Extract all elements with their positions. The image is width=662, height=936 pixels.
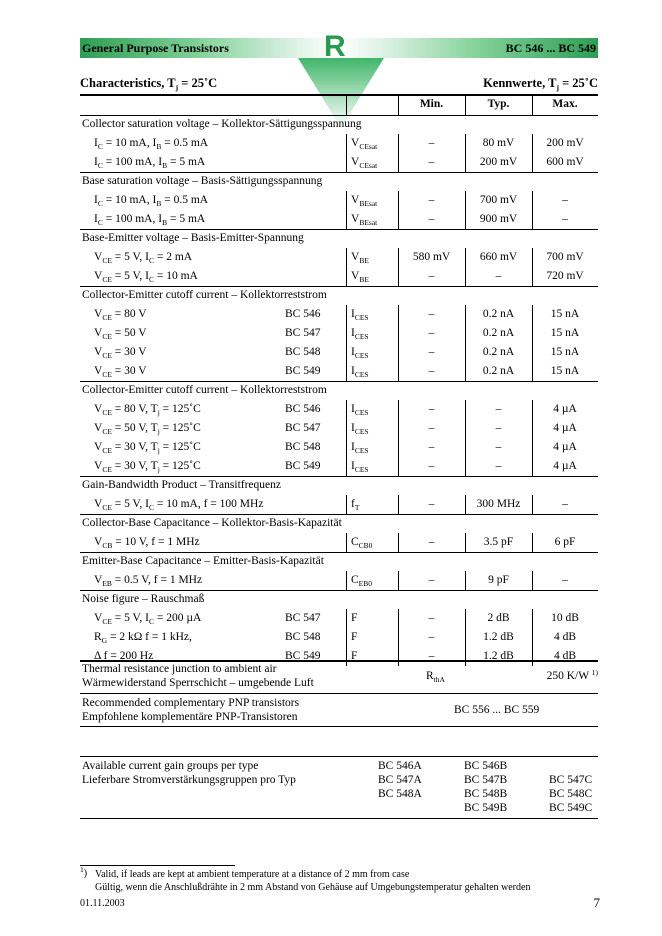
value-min: – bbox=[428, 194, 435, 206]
column-rule bbox=[465, 94, 466, 115]
column-rule bbox=[346, 134, 347, 172]
value-max: 4 µA bbox=[553, 441, 577, 453]
part-type: BC 546 bbox=[285, 403, 321, 415]
part-type: BC 548 bbox=[285, 631, 321, 643]
value-min: – bbox=[428, 346, 435, 358]
thermal-label-de: Wärmewiderstand Sperrschicht – umgebende Luft bbox=[82, 677, 314, 689]
part-range: BC 546 ... BC 549 bbox=[505, 41, 596, 55]
value-min: – bbox=[428, 650, 435, 662]
section-heading: Collector saturation voltage – Kollektor-Sättigungsspannung bbox=[82, 118, 362, 130]
symbol: $V_{CEsat}$ bbox=[351, 137, 378, 151]
divider bbox=[80, 726, 598, 727]
divider bbox=[80, 660, 598, 662]
value-typ: 660 mV bbox=[479, 251, 518, 263]
column-rule bbox=[532, 495, 533, 514]
condition: $V_{CE} = 5$ V, $I_C = 200$ µA bbox=[94, 612, 202, 626]
section-divider bbox=[80, 229, 598, 230]
value-min: – bbox=[428, 460, 435, 472]
value-max: 15 nA bbox=[550, 365, 580, 377]
value-max: 600 mV bbox=[546, 156, 584, 168]
column-rule bbox=[346, 305, 347, 381]
condition: $V_{CE} = 5$ V, $I_C = 2$ mA bbox=[94, 251, 193, 265]
condition: $V_{CE} = 30$ V bbox=[94, 346, 147, 360]
condition: $V_{CE} = 50$ V bbox=[94, 327, 147, 341]
column-rule bbox=[346, 400, 347, 476]
section-heading: Emitter-Base Capacitance – Emitter-Basis-Kapazität bbox=[82, 555, 324, 567]
value-typ: 700 mV bbox=[479, 194, 518, 206]
condition: $V_{CB} = 10$ V, f = 1 MHz bbox=[94, 536, 200, 550]
value-typ: 300 MHz bbox=[476, 498, 521, 510]
value-typ: – bbox=[495, 403, 502, 415]
column-rule bbox=[398, 94, 399, 115]
value-typ: – bbox=[495, 270, 502, 282]
symbol: $V_{BEsat}$ bbox=[351, 194, 378, 208]
section-divider bbox=[80, 552, 598, 553]
gain-groups-label-en: Available current gain groups per type bbox=[82, 760, 259, 772]
column-rule bbox=[465, 495, 466, 514]
footer-date: 01.11.2003 bbox=[80, 898, 125, 909]
column-rule bbox=[398, 400, 399, 476]
section-heading: Collector-Emitter cutoff current – Kollektorreststrom bbox=[82, 384, 327, 396]
condition: $V_{CE} = 30$ V bbox=[94, 365, 147, 379]
column-rule bbox=[465, 248, 466, 286]
footnote-text-de: Gültig, wenn die Anschlußdrähte in 2 mm Abstand von Gehäuse auf Umgebungstemperatur gehalten werden bbox=[95, 882, 531, 893]
column-rule bbox=[532, 571, 533, 590]
title-de: Kennwerte, $T_j$ = 25˚C bbox=[483, 76, 598, 92]
column-rule bbox=[465, 191, 466, 229]
value-typ: 1.2 dB bbox=[483, 631, 514, 643]
value-max: 6 pF bbox=[554, 536, 576, 548]
symbol: $I_{CES}$ bbox=[351, 422, 369, 436]
complementary-label-de: Empfohlene komplementäre PNP-Transistoren bbox=[82, 711, 298, 723]
gain-group-item: BC 546A bbox=[378, 760, 422, 772]
column-rule bbox=[465, 571, 466, 590]
column-rule bbox=[398, 609, 399, 666]
value-min: – bbox=[428, 156, 435, 168]
column-rule bbox=[398, 495, 399, 514]
value-max: 4 dB bbox=[553, 631, 577, 643]
gain-group-item: BC 546B bbox=[464, 760, 508, 772]
symbol: $I_{CES}$ bbox=[351, 403, 369, 417]
section-heading: Base saturation voltage – Basis-Sättigungsspannung bbox=[82, 175, 323, 187]
column-rule bbox=[346, 533, 347, 552]
column-rule bbox=[346, 609, 347, 666]
col-header-max: Max. bbox=[552, 98, 578, 110]
value-min: – bbox=[428, 631, 435, 643]
value-min: – bbox=[428, 270, 435, 282]
value-typ: – bbox=[495, 460, 502, 472]
value-min: – bbox=[428, 365, 435, 377]
column-rule bbox=[346, 191, 347, 229]
section-divider bbox=[80, 172, 598, 173]
condition: $I_C = 100$ mA, $I_B = 5$ mA bbox=[94, 213, 206, 227]
value-min: – bbox=[428, 612, 435, 624]
footnote-rule bbox=[80, 865, 235, 866]
value-min: – bbox=[428, 441, 435, 453]
value-max: 15 nA bbox=[550, 327, 580, 339]
divider bbox=[80, 756, 598, 757]
condition: $V_{CE} = 5$ V, $I_C = 10$ mA, f = 100 MHz bbox=[94, 498, 264, 512]
column-rule bbox=[346, 495, 347, 514]
symbol: $C_{EB0}$ bbox=[351, 574, 373, 588]
condition: Δ f = 200 Hz bbox=[94, 650, 154, 662]
symbol: $V_{BEsat}$ bbox=[351, 213, 378, 227]
section-divider bbox=[80, 476, 598, 477]
value-min: – bbox=[428, 422, 435, 434]
value-typ: 1.2 dB bbox=[483, 650, 514, 662]
value-typ: 900 mV bbox=[479, 213, 518, 225]
part-type: BC 549 bbox=[285, 460, 321, 472]
value-max: – bbox=[562, 213, 568, 225]
part-type: BC 546 bbox=[285, 308, 321, 320]
section-heading: Base-Emitter voltage – Basis-Emitter-Spannung bbox=[82, 232, 304, 244]
value-typ: 2 dB bbox=[487, 612, 510, 624]
value-min: – bbox=[428, 308, 435, 320]
value-typ: 0.2 nA bbox=[482, 346, 515, 358]
complementary-label-en: Recommended complementary PNP transistors bbox=[82, 697, 300, 709]
column-rule bbox=[532, 400, 533, 476]
condition: $V_{CE} = 50$ V, $T_j$ = 125˚C bbox=[94, 422, 201, 436]
part-type: BC 549 bbox=[285, 650, 321, 662]
section-heading: Noise figure – Rauschmaß bbox=[82, 593, 205, 605]
value-min: – bbox=[428, 403, 435, 415]
condition: $V_{CE} = 30$ V, $T_j$ = 125˚C bbox=[94, 441, 201, 455]
value-max: 720 mV bbox=[546, 270, 584, 282]
complementary-value: BC 556 ... BC 559 bbox=[454, 704, 540, 716]
value-max: 4 µA bbox=[553, 422, 577, 434]
column-rule bbox=[532, 533, 533, 552]
column-rule bbox=[398, 134, 399, 172]
value-typ: – bbox=[495, 422, 502, 434]
logo-mark: R bbox=[324, 30, 346, 63]
value-min: – bbox=[428, 498, 435, 510]
value-min: – bbox=[428, 213, 435, 225]
part-type: BC 549 bbox=[285, 365, 321, 377]
gain-group-item: BC 547A bbox=[378, 774, 422, 786]
symbol: $V_{BE}$ bbox=[351, 270, 369, 284]
value-min: 580 mV bbox=[412, 251, 451, 263]
condition: $V_{CE} = 5$ V, $I_C = 10$ mA bbox=[94, 270, 198, 284]
column-rule bbox=[465, 533, 466, 552]
part-type: BC 547 bbox=[285, 327, 321, 339]
column-rule bbox=[398, 305, 399, 381]
gain-group-item: BC 549B bbox=[464, 802, 508, 814]
column-rule bbox=[398, 248, 399, 286]
value-typ: 0.2 nA bbox=[482, 308, 515, 320]
footnote-mark: $^1$) bbox=[80, 865, 88, 879]
section-divider bbox=[80, 590, 598, 591]
title-en: Characteristics, $T_j$ = 25˚C bbox=[80, 76, 218, 92]
col-header-min: Min. bbox=[419, 98, 444, 110]
divider bbox=[80, 818, 598, 819]
thermal-symbol: $R_{thA}$ bbox=[426, 670, 445, 684]
column-rule bbox=[465, 134, 466, 172]
symbol: F bbox=[351, 650, 358, 662]
symbol: $I_{CES}$ bbox=[351, 441, 369, 455]
col-header-typ: Typ. bbox=[487, 98, 510, 110]
value-typ: – bbox=[495, 441, 502, 453]
value-typ: 3.5 pF bbox=[483, 536, 514, 548]
part-type: BC 548 bbox=[285, 346, 321, 358]
condition: $V_{CE} = 80$ V bbox=[94, 308, 147, 322]
symbol: $C_{CB0}$ bbox=[351, 536, 373, 550]
symbol: $V_{BE}$ bbox=[351, 251, 369, 265]
value-max: – bbox=[562, 194, 568, 206]
section-divider bbox=[80, 381, 598, 382]
condition: $I_C = 10$ mA, $I_B = 0.5$ mA bbox=[94, 194, 209, 208]
column-rule bbox=[398, 533, 399, 552]
symbol: F bbox=[351, 631, 358, 643]
section-heading: Collector-Emitter cutoff current – Kollektorreststrom bbox=[82, 289, 327, 301]
column-rule bbox=[532, 134, 533, 172]
column-rule bbox=[532, 191, 533, 229]
column-rule bbox=[398, 571, 399, 590]
page-number: 7 bbox=[593, 895, 600, 910]
header-bottom-rule bbox=[80, 115, 598, 116]
column-rule bbox=[346, 248, 347, 286]
column-rule bbox=[532, 609, 533, 666]
gain-group-item: BC 547C bbox=[549, 774, 593, 786]
gain-group-item: BC 547B bbox=[464, 774, 508, 786]
condition: $I_C = 100$ mA, $I_B = 5$ mA bbox=[94, 156, 206, 170]
condition: $V_{CE} = 80$ V, $T_j$ = 125˚C bbox=[94, 403, 201, 417]
value-max: – bbox=[562, 498, 568, 510]
column-rule bbox=[398, 191, 399, 229]
value-min: – bbox=[428, 536, 435, 548]
value-typ: 0.2 nA bbox=[482, 327, 515, 339]
symbol: $I_{CES}$ bbox=[351, 365, 369, 379]
column-rule bbox=[532, 94, 533, 115]
value-min: – bbox=[428, 327, 435, 339]
section-heading: Gain-Bandwidth Product – Transitfrequenz bbox=[82, 479, 281, 491]
symbol: $V_{CEsat}$ bbox=[351, 156, 378, 170]
table-top-rule bbox=[80, 94, 598, 96]
part-type: BC 547 bbox=[285, 612, 321, 624]
value-max: 10 dB bbox=[551, 612, 579, 624]
value-max: 700 mV bbox=[546, 251, 584, 263]
symbol: $f_T$ bbox=[351, 498, 360, 512]
column-rule bbox=[346, 94, 347, 115]
column-rule bbox=[532, 248, 533, 286]
value-min: – bbox=[428, 574, 435, 586]
value-max: 15 nA bbox=[550, 346, 580, 358]
symbol: $I_{CES}$ bbox=[351, 308, 369, 322]
column-rule bbox=[465, 609, 466, 666]
column-rule bbox=[465, 400, 466, 476]
gain-group-item: BC 548A bbox=[378, 788, 422, 800]
gain-group-item: BC 549C bbox=[549, 802, 593, 814]
value-max: 4 µA bbox=[553, 403, 577, 415]
value-typ: 80 mV bbox=[482, 137, 515, 149]
symbol: F bbox=[351, 612, 358, 624]
section-title bbox=[80, 76, 598, 91]
condition: $V_{EB} = 0.5$ V, f = 1 MHz bbox=[94, 574, 203, 588]
thermal-value: 250 K/W $^{1)}$ bbox=[546, 668, 598, 682]
column-rule bbox=[465, 305, 466, 381]
thermal-label-en: Thermal resistance junction to ambient air bbox=[82, 663, 277, 675]
value-max: – bbox=[562, 574, 568, 586]
gain-groups-label-de: Lieferbare Stromverstärkungsgruppen pro Typ bbox=[82, 774, 296, 786]
column-rule bbox=[532, 305, 533, 381]
value-max: 4 dB bbox=[553, 650, 577, 662]
section-divider bbox=[80, 286, 598, 287]
divider bbox=[80, 693, 598, 694]
document-title: General Purpose Transistors bbox=[82, 41, 229, 55]
section-divider bbox=[80, 514, 598, 515]
section-heading: Collector-Base Capacitance – Kollektor-Basis-Kapazität bbox=[82, 517, 342, 529]
condition: $I_C = 10$ mA, $I_B = 0.5$ mA bbox=[94, 137, 209, 151]
value-max: 15 nA bbox=[550, 308, 580, 320]
column-rule bbox=[346, 571, 347, 590]
symbol: $I_{CES}$ bbox=[351, 346, 369, 360]
symbol: $I_{CES}$ bbox=[351, 460, 369, 474]
value-min: – bbox=[428, 137, 435, 149]
value-typ: 0.2 nA bbox=[482, 365, 515, 377]
footnote-text-en: Valid, if leads are kept at ambient temperature at a distance of 2 mm from case bbox=[95, 869, 410, 880]
symbol: $I_{CES}$ bbox=[351, 327, 369, 341]
condition: $R_G = 2$ kΩ f = 1 kHz, bbox=[94, 631, 192, 645]
value-typ: 9 pF bbox=[488, 574, 509, 586]
value-max: 200 mV bbox=[546, 137, 584, 149]
gain-group-item: BC 548C bbox=[549, 788, 593, 800]
value-max: 4 µA bbox=[553, 460, 577, 472]
condition: $V_{CE} = 30$ V, $T_j$ = 125˚C bbox=[94, 460, 201, 474]
part-type: BC 547 bbox=[285, 422, 321, 434]
gain-group-item: BC 548B bbox=[464, 788, 508, 800]
part-type: BC 548 bbox=[285, 441, 321, 453]
value-typ: 200 mV bbox=[479, 156, 518, 168]
